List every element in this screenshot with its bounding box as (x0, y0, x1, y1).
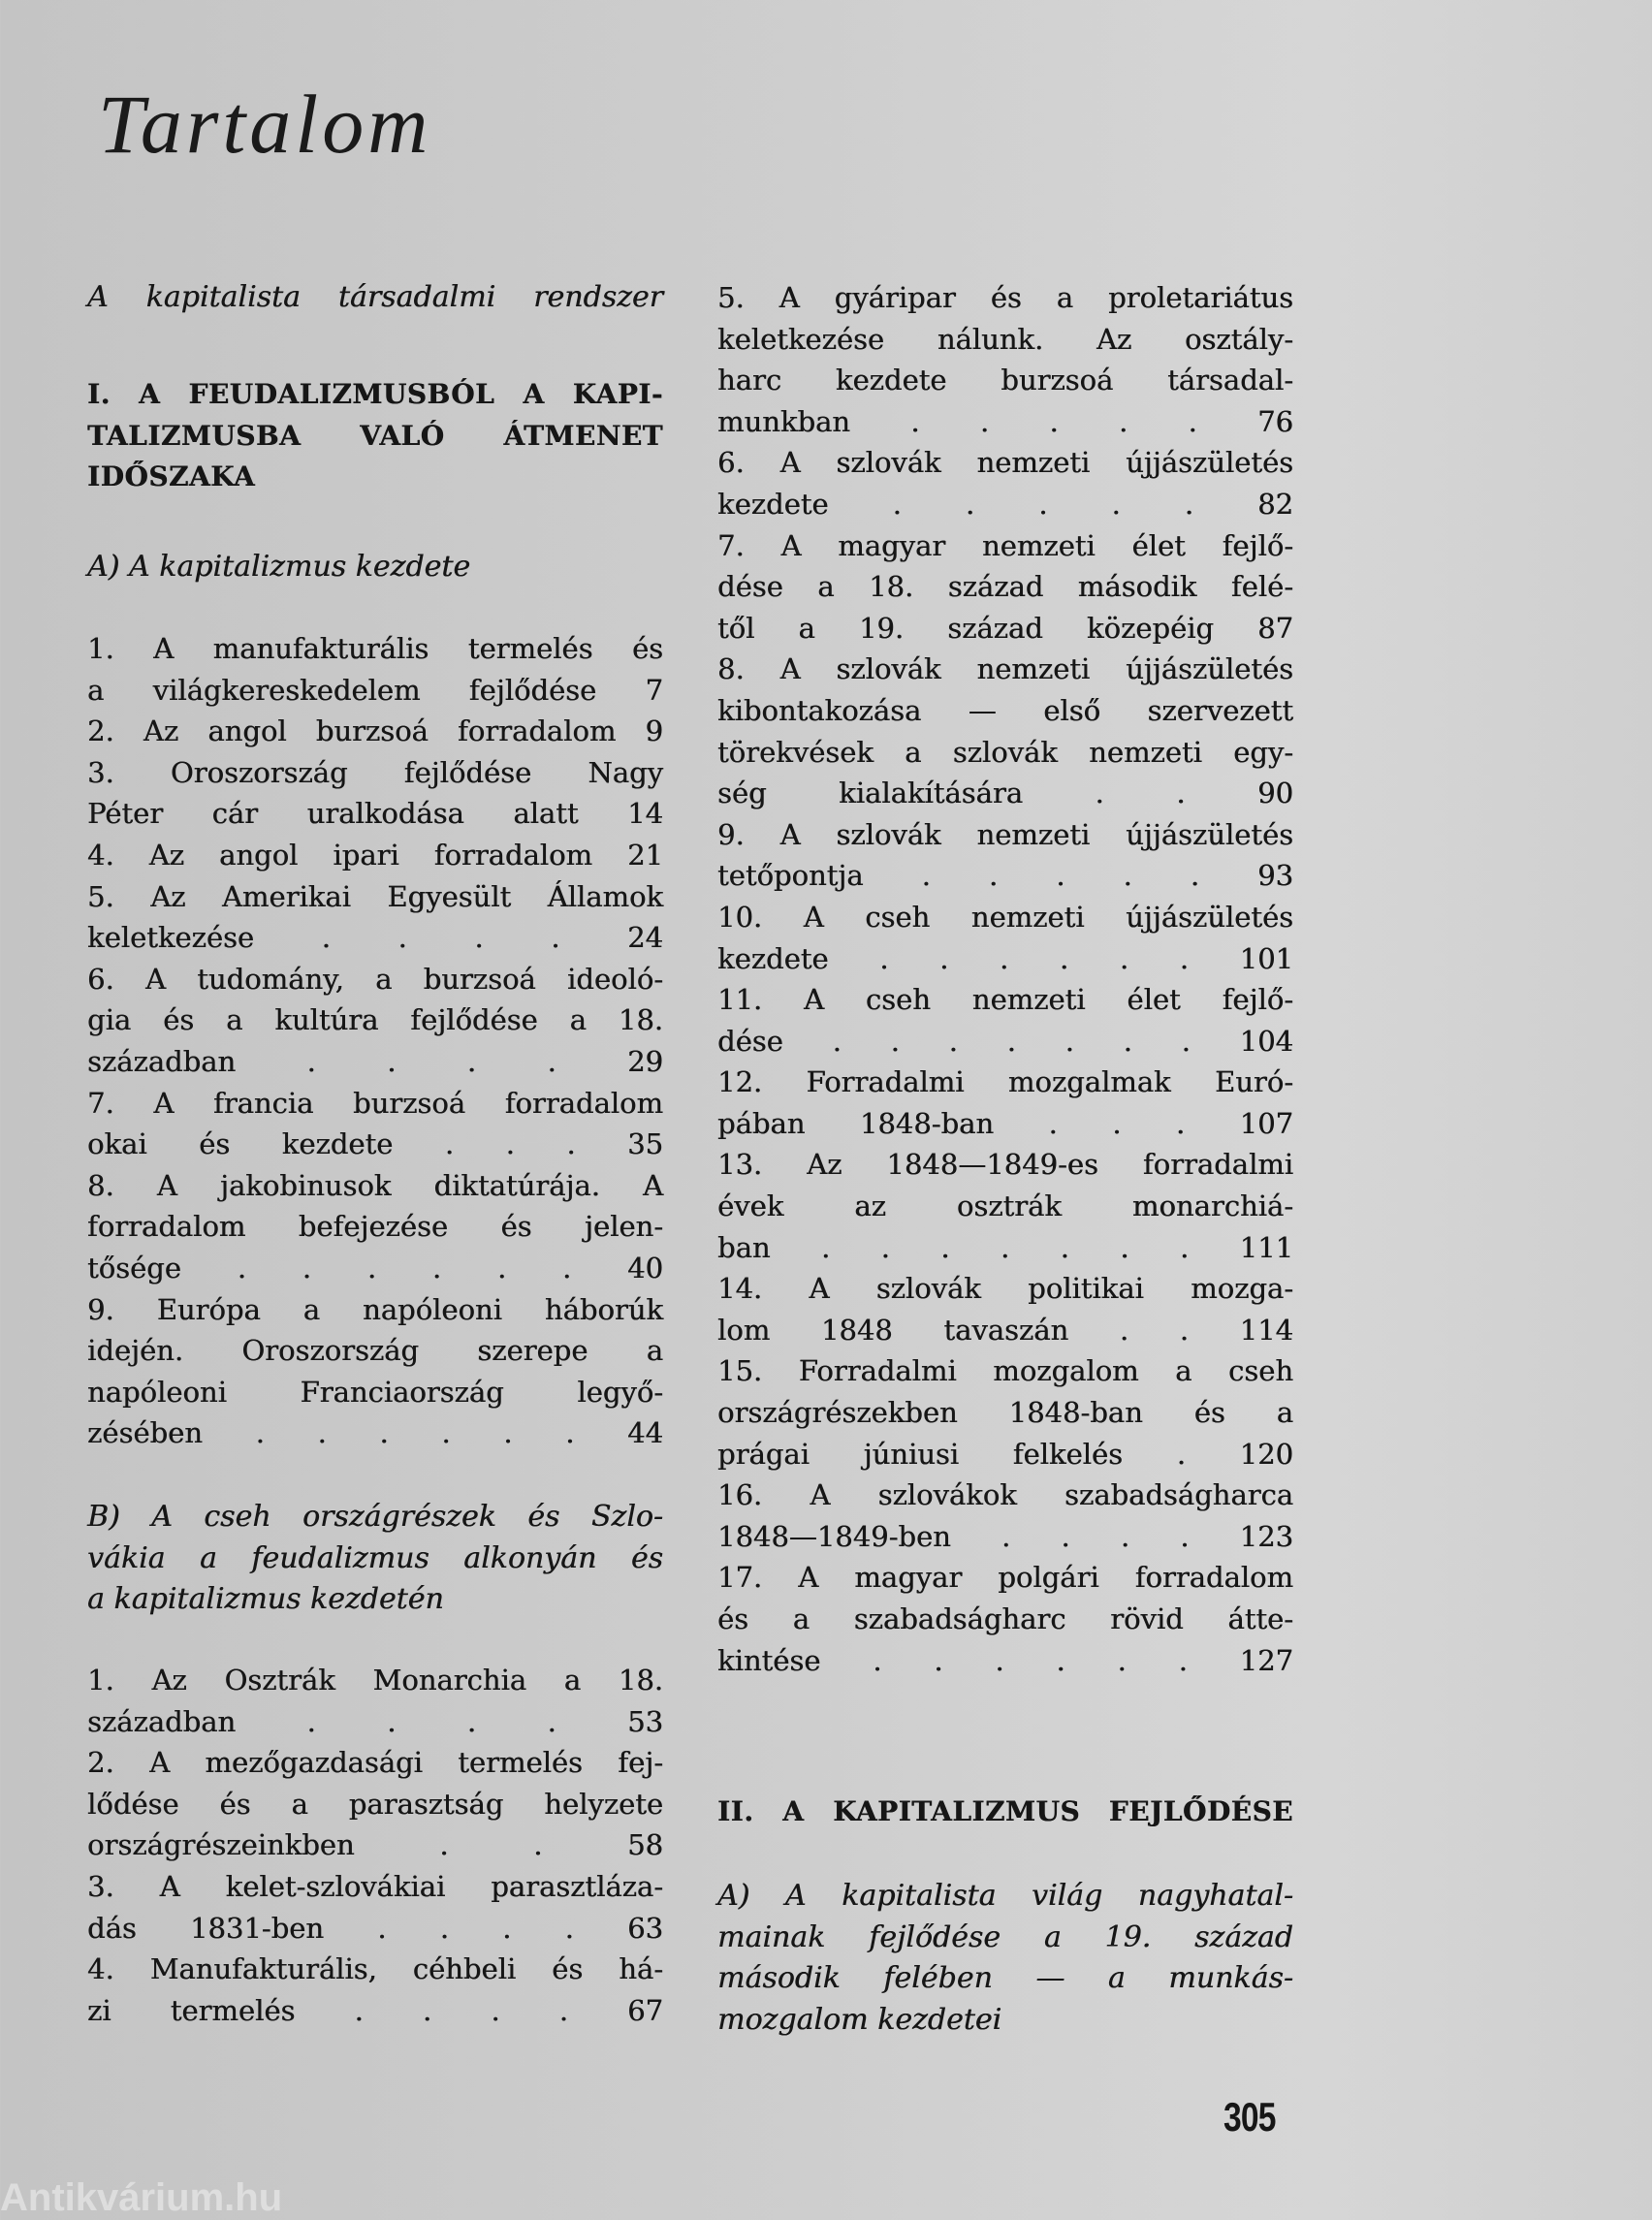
toc-entry-text: zésében . . . . . . (87, 1416, 575, 1450)
toc-entry[interactable] (717, 525, 1293, 650)
toc-entry-line (87, 876, 663, 918)
toc-entry-line (717, 855, 1293, 897)
toc-entry-line (87, 628, 663, 670)
section-heading-A (87, 547, 663, 588)
toc-entry[interactable] (717, 1268, 1293, 1350)
toc-page-number: 9 (645, 714, 663, 748)
toc-entry-line (717, 1475, 1293, 1516)
toc-entry[interactable] (717, 979, 1293, 1062)
toc-entry[interactable] (87, 1866, 663, 1949)
toc-entry-text: pában 1848-ban . . . (717, 1106, 1186, 1140)
heading-line: A) A kapitalista világ nagyhatal- (717, 1879, 1293, 1913)
section-heading-B (87, 1497, 663, 1621)
toc-entry-line (717, 525, 1293, 567)
toc-page-number: 53 (627, 1704, 663, 1738)
toc-entry-text: lődése és a parasztság helyzete (87, 1787, 663, 1821)
toc-entry-text: ség kialakítására . . (717, 777, 1186, 810)
toc-entry[interactable] (87, 835, 663, 876)
toc-page-number: 76 (1257, 404, 1294, 438)
toc-entry-text: 9. A szlovák nemzeti újjászületés (717, 817, 1293, 851)
toc-page-number: 120 (1239, 1437, 1294, 1471)
toc-entry-text: 3. A kelet-szlovákiai parasztláza- (87, 1869, 663, 1903)
toc-entry-line (717, 1516, 1293, 1558)
toc-entry-text: 8. A szlovák nemzeti újjászületés (717, 652, 1293, 686)
toc-entry-line (87, 1124, 663, 1165)
toc-entry[interactable] (717, 1557, 1293, 1681)
toc-list-section-A (87, 628, 663, 1454)
toc-entry-text: forradalom befejezése és jelen- (87, 1210, 663, 1244)
heading-line: I. A FEUDALIZMUSBÓL A KAPI- (87, 378, 663, 410)
toc-entry-line (717, 1186, 1293, 1227)
toc-entry-text: 1. Az Osztrák Monarchia a 18. (87, 1664, 663, 1697)
toc-entry[interactable] (717, 1144, 1293, 1268)
toc-entry-text: okai és kezdete . . . (87, 1127, 576, 1161)
toc-entry-text: 16. A szlovákok szabadságharca (717, 1478, 1293, 1512)
toc-entry[interactable] (87, 1742, 663, 1866)
toc-entry[interactable] (717, 897, 1293, 979)
toc-entry-line (717, 401, 1293, 443)
toc-entry-text: 5. A gyáripar és a proletariátus (717, 281, 1293, 314)
toc-entry[interactable] (87, 876, 663, 959)
toc-entry-text: dás 1831-ben . . . . (87, 1911, 574, 1945)
toc-entry-line (717, 1557, 1293, 1599)
toc-entry-text: országrészeinkben . . (87, 1828, 543, 1862)
toc-entry-line (87, 959, 663, 1000)
toc-entry-text: keletkezése . . . . (87, 921, 560, 955)
toc-entry-text: 10. A cseh nemzeti újjászületés (717, 900, 1293, 934)
toc-page-number: 114 (1239, 1313, 1293, 1347)
toc-entry-text: tetőpontja . . . . . (717, 859, 1200, 893)
toc-entry[interactable] (87, 1289, 663, 1454)
toc-entry-text: kezdete . . . . . . (717, 941, 1189, 975)
toc-entry-line (87, 999, 663, 1041)
toc-entry-line (717, 484, 1293, 525)
toc-entry-line (717, 732, 1293, 774)
toc-entry-text: 1848—1849-ben . . . . (717, 1519, 1190, 1553)
toc-entry-line (87, 1330, 663, 1372)
toc-entry-line (87, 1990, 663, 2032)
toc-page-number: 127 (1239, 1643, 1293, 1677)
toc-entry-line (87, 711, 663, 752)
toc-entry-text: keletkezése nálunk. Az osztály- (717, 322, 1293, 356)
toc-entry-line (717, 1021, 1293, 1062)
part-heading (87, 277, 663, 319)
toc-entry-line (717, 773, 1293, 814)
toc-entry[interactable] (87, 1165, 663, 1289)
toc-entry-text: kezdete . . . . . (717, 487, 1194, 521)
toc-page-number: 44 (627, 1416, 663, 1450)
toc-entry-line (717, 1062, 1293, 1103)
page-title: Tartalom (98, 78, 432, 171)
toc-entry-text: 1. A manufakturális termelés és (87, 632, 663, 665)
toc-entry-line (717, 938, 1293, 980)
toc-entry-text: 3. Oroszország fejlődése Nagy (87, 755, 663, 789)
toc-entry-text: 8. A jakobinusok diktatúrája. A (87, 1168, 663, 1202)
toc-entry-line (717, 277, 1293, 319)
toc-page-number: 67 (627, 1993, 663, 2027)
toc-page-number: 24 (627, 921, 664, 955)
toc-entry-text: évek az osztrák monarchiá- (717, 1189, 1293, 1223)
toc-page-number: 90 (1257, 777, 1293, 810)
toc-entry-text: 5. Az Amerikai Egyesült Államok (87, 879, 663, 913)
toc-page-number: 29 (627, 1044, 663, 1078)
toc-entry[interactable] (87, 959, 663, 1083)
toc-entry-line (717, 1144, 1293, 1186)
toc-entry-text: Péter cár uralkodása alatt (87, 797, 579, 831)
toc-entry-line (87, 1372, 663, 1413)
toc-entry-line (87, 1784, 663, 1825)
toc-entry-line (717, 690, 1293, 732)
toc-entry[interactable] (717, 1475, 1293, 1557)
toc-entry[interactable] (87, 711, 663, 752)
chapter-heading-I (87, 374, 663, 498)
toc-entry-line (87, 1824, 663, 1866)
toc-entry[interactable] (717, 1350, 1293, 1475)
toc-list-section-B (87, 1660, 663, 2031)
toc-entry-line (87, 1041, 663, 1083)
toc-entry-line (717, 1310, 1293, 1351)
toc-entry-line (87, 793, 663, 835)
toc-page-number: 82 (1257, 487, 1293, 521)
section-heading-II-A (717, 1876, 1293, 2041)
toc-page-number: 40 (627, 1251, 663, 1284)
heading-line: B) A cseh országrészek és Szlo- (87, 1500, 663, 1534)
heading-line: mainak fejlődése a 19. század (717, 1919, 1293, 1954)
toc-entry[interactable] (717, 814, 1293, 897)
toc-entry-text: harc kezdete burzsoá társadal- (717, 364, 1293, 397)
heading-line: vákia a feudalizmus alkonyán és (87, 1540, 663, 1575)
toc-entry[interactable] (87, 1660, 663, 1742)
toc-entry-text: munkban . . . . . (717, 404, 1197, 438)
toc-entry-line (717, 1350, 1293, 1392)
toc-entry-text: 6. A szlovák nemzeti újjászületés (717, 446, 1293, 480)
toc-entry-line (717, 1227, 1293, 1269)
toc-entry-text: 11. A cseh nemzeti élet fejlő- (717, 983, 1293, 1017)
toc-entry-line (87, 1206, 663, 1248)
toc-entry-text: 13. Az 1848—1849-es forradalmi (717, 1148, 1293, 1182)
toc-entry-line (87, 1083, 663, 1125)
toc-page-number: 35 (627, 1127, 663, 1161)
toc-entry-text: napóleoni Franciaország legyő- (87, 1375, 663, 1409)
toc-entry-text: tősége . . . . . . (87, 1251, 572, 1284)
toc-entry-text: kibontakozása — első szervezett (717, 693, 1293, 727)
toc-entry-line (87, 1742, 663, 1784)
toc-entry-line (717, 1103, 1293, 1145)
heading-line: TALIZMUSBA VALÓ ÁTMENET (87, 419, 663, 452)
toc-entry-text: ban . . . . . . . (717, 1230, 1190, 1264)
toc-page-number: 123 (1239, 1519, 1294, 1553)
heading-line: A) A kapitalizmus kezdete (87, 550, 471, 584)
toc-entry-line (87, 752, 663, 794)
toc-page-number: 87 (1257, 611, 1294, 645)
toc-entry-line (717, 442, 1293, 484)
toc-entry-text: 9. Európa a napóleoni háborúk (87, 1292, 663, 1326)
toc-entry-line (717, 1434, 1293, 1475)
toc-entry-text: 6. A tudomány, a burzsoá ideoló- (87, 962, 663, 996)
toc-entry-text: lom 1848 tavaszán . . (717, 1313, 1189, 1347)
toc-page-number: 101 (1239, 941, 1293, 975)
toc-entry-line (717, 1640, 1293, 1682)
toc-entry-line (717, 814, 1293, 856)
toc-entry[interactable] (87, 1083, 663, 1165)
toc-entry-line (87, 1866, 663, 1908)
toc-page-number: 107 (1239, 1106, 1294, 1140)
toc-page-number: 7 (645, 673, 663, 707)
toc-entry[interactable] (717, 277, 1293, 442)
toc-entry-text: gia és a kultúra fejlődése a 18. (87, 1003, 663, 1037)
toc-page-number: 63 (627, 1911, 663, 1945)
toc-entry-text: és a szabadságharc rövid átte- (717, 1602, 1293, 1635)
heading-line: a kapitalizmus kezdetén (87, 1582, 444, 1617)
toc-page-number: 58 (627, 1828, 663, 1862)
toc-page-number: 104 (1239, 1024, 1294, 1058)
toc-entry-line (87, 1248, 663, 1289)
toc-entry-line (87, 1701, 663, 1743)
toc-page-number: 111 (1239, 1230, 1293, 1264)
toc-entry-text: 2. Az angol burzsoá forradalom (87, 714, 617, 748)
toc-entry-line (717, 319, 1293, 361)
heading-line: IDŐSZAKA (87, 460, 256, 493)
toc-entry-line (87, 1412, 663, 1454)
heading-line: második felében — a munkás- (717, 1961, 1293, 1996)
toc-entry-text: országrészekben 1848-ban és a (717, 1396, 1293, 1430)
toc-entry-text: 4. Az angol ipari forradalom (87, 838, 593, 872)
toc-entry[interactable] (717, 442, 1293, 524)
toc-entry-text: idején. Oroszország szerepe a (87, 1334, 663, 1368)
toc-entry-text: a világkereskedelem fejlődése (87, 673, 597, 707)
chapter-heading-II (717, 1792, 1293, 1833)
toc-entry-text: 7. A magyar nemzeti élet fejlő- (717, 528, 1293, 562)
toc-entry-text: 14. A szlovák politikai mozga- (717, 1272, 1293, 1306)
toc-entry-text: 4. Manufakturális, céhbeli és há- (87, 1952, 663, 1986)
toc-entry-line (87, 1289, 663, 1331)
toc-entry-line (87, 1949, 663, 1990)
heading-line: mozgalom kezdetei (717, 2002, 1002, 2037)
toc-entry[interactable] (87, 752, 663, 835)
toc-entry-line (717, 1268, 1293, 1310)
toc-entry-text: században . . . . (87, 1704, 556, 1738)
toc-page-number: 14 (627, 797, 663, 831)
heading-line: II. A KAPITALIZMUS FEJLŐDÉSE (717, 1795, 1293, 1827)
toc-entry-text: dése a 18. század második felé- (717, 570, 1293, 604)
toc-entry-line (717, 897, 1293, 938)
toc-entry-line (717, 979, 1293, 1021)
toc-entry-text: 17. A magyar polgári forradalom (717, 1561, 1293, 1595)
toc-entry[interactable] (717, 1062, 1293, 1144)
toc-entry-line (87, 1660, 663, 1701)
toc-entry-text: kintése . . . . . . (717, 1643, 1188, 1677)
watermark: Antikvárium.hu (0, 2176, 283, 2219)
toc-entry-text: 2. A mezőgazdasági termelés fej- (87, 1746, 663, 1780)
toc-entry-text: törekvések a szlovák nemzeti egy- (717, 735, 1293, 769)
toc-entry-line (717, 1599, 1293, 1640)
toc-entry-line (717, 566, 1293, 608)
toc-entry-line (87, 670, 663, 712)
toc-entry-line (87, 1165, 663, 1207)
toc-entry-line (87, 1908, 663, 1950)
toc-entry-line (717, 649, 1293, 690)
toc-entry-text: században . . . . (87, 1044, 556, 1078)
toc-entry-text: zi termelés . . . . (87, 1993, 568, 2027)
toc-entry-line (717, 608, 1293, 650)
toc-entry[interactable] (717, 649, 1293, 813)
toc-list-section-B-continued (717, 277, 1293, 1681)
toc-page-number: 93 (1257, 859, 1294, 893)
toc-entry-text: 15. Forradalmi mozgalom a cseh (717, 1354, 1293, 1388)
toc-entry-text: dése . . . . . . . (717, 1024, 1191, 1058)
toc-entry-line (717, 1392, 1293, 1434)
toc-entry-line (87, 835, 663, 876)
toc-entry[interactable] (87, 1949, 663, 2031)
page-number: 305 (1223, 2094, 1276, 2140)
toc-entry-text: prágai júniusi felkelés . (717, 1437, 1186, 1471)
toc-entry-text: 7. A francia burzsoá forradalom (87, 1086, 663, 1120)
heading-line: A kapitalista társadalmi rendszer (87, 280, 663, 314)
toc-entry-text: től a 19. század közepéig (717, 611, 1214, 645)
toc-entry-line (87, 917, 663, 959)
toc-entry-line (717, 360, 1293, 401)
toc-entry-text: 12. Forradalmi mozgalmak Euró- (717, 1065, 1293, 1099)
toc-page-number: 21 (627, 838, 663, 872)
toc-entry[interactable] (87, 628, 663, 711)
